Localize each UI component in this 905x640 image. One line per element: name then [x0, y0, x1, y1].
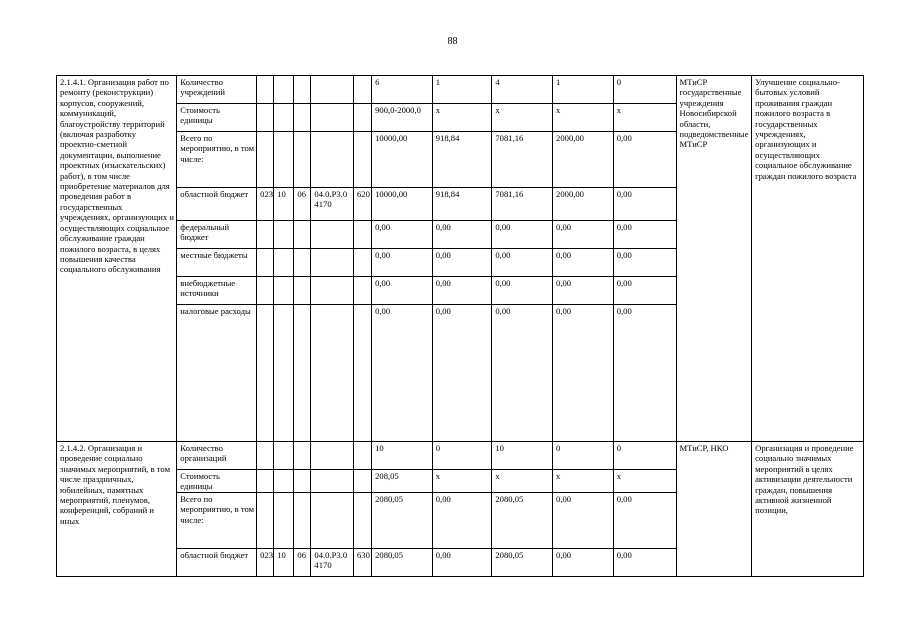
subsection-code: 06 — [294, 188, 311, 221]
section-code — [274, 442, 294, 470]
executor: МТиСР государственные учреждения Новосибирской области, подведомственные МТиСР — [676, 76, 752, 442]
year1-value: 0 — [432, 442, 492, 470]
year3-value: 0,00 — [553, 249, 614, 277]
year4-value: 0 — [613, 442, 676, 470]
total-value: 2080,05 — [372, 549, 433, 577]
row-label: федеральный бюджет — [177, 221, 257, 249]
row-label: Количество организаций — [177, 442, 257, 470]
expense-type-code — [354, 221, 372, 249]
subsection-code — [294, 277, 311, 305]
target-article-code — [311, 249, 354, 277]
year1-value: 0,00 — [432, 221, 492, 249]
expected-result: Улучшение социально-бытовых условий проживания граждан пожилого возраста в государственных учреждениях, организующих и осуществляющих социальное обслуживание граждан пожилого возраста — [752, 76, 864, 442]
row-label: Количество учреждений — [177, 76, 257, 104]
grbs-code — [257, 442, 274, 470]
section-code — [274, 76, 294, 104]
grbs-code — [257, 305, 274, 442]
target-article-code — [311, 277, 354, 305]
subsection-code — [294, 221, 311, 249]
subsection-code — [294, 470, 311, 493]
grbs-code — [257, 493, 274, 549]
target-article-code — [311, 470, 354, 493]
expense-type-code — [354, 305, 372, 442]
subsection-code — [294, 104, 311, 132]
year4-value: 0,00 — [613, 249, 676, 277]
year1-value: 1 — [432, 76, 492, 104]
year1-value: 918,84 — [432, 188, 492, 221]
grbs-code — [257, 277, 274, 305]
subsection-code: 06 — [294, 549, 311, 577]
expected-result: Организация и проведение социально значимых мероприятий в целях активизации деятельности граждан, повышения активной жизненной позиции, — [752, 442, 864, 577]
row-label: Всего по мероприятию, в том числе: — [177, 132, 257, 188]
year4-value: 0,00 — [613, 277, 676, 305]
year3-value: 1 — [553, 76, 614, 104]
row-label: областной бюджет — [177, 188, 257, 221]
total-value: 0,00 — [372, 249, 433, 277]
expense-type-code: 620 — [354, 188, 372, 221]
year4-value: 0,00 — [613, 132, 676, 188]
row-label: внебюджетные источники — [177, 277, 257, 305]
subsection-code — [294, 76, 311, 104]
year2-value: 0,00 — [492, 305, 553, 442]
year2-value: 0,00 — [492, 221, 553, 249]
year2-value: x — [492, 104, 553, 132]
target-article-code: 04.0.P3.04170 — [311, 549, 354, 577]
expense-type-code — [354, 277, 372, 305]
section-code: 10 — [274, 549, 294, 577]
subsection-code — [294, 305, 311, 442]
expense-type-code — [354, 493, 372, 549]
year1-value: 0,00 — [432, 277, 492, 305]
subsection-code — [294, 442, 311, 470]
year2-value: 0,00 — [492, 249, 553, 277]
year3-value: 0,00 — [553, 221, 614, 249]
year2-value: 2080,05 — [492, 493, 553, 549]
target-article-code: 04.0.P3.04170 — [311, 188, 354, 221]
year1-value: 0,00 — [432, 493, 492, 549]
row-label: налоговые расходы — [177, 305, 257, 442]
expense-type-code — [354, 132, 372, 188]
year3-value: 0,00 — [553, 549, 614, 577]
grbs-code — [257, 249, 274, 277]
total-value: 6 — [372, 76, 433, 104]
expense-type-code — [354, 76, 372, 104]
year1-value: 0,00 — [432, 549, 492, 577]
expense-type-code — [354, 470, 372, 493]
task-description: 2.1.4.2. Организация и проведение социально значимых мероприятий, в том числе праздничных, юбилейных, памятных мероприятий, пленумов, конференций, собраний и иных — [57, 442, 177, 577]
year2-value: 7081,16 — [492, 132, 553, 188]
year1-value: x — [432, 104, 492, 132]
year3-value: 2000,00 — [553, 188, 614, 221]
year4-value: 0,00 — [613, 188, 676, 221]
year2-value: 7081,16 — [492, 188, 553, 221]
year1-value: 0,00 — [432, 305, 492, 442]
year2-value: 10 — [492, 442, 553, 470]
total-value: 208,05 — [372, 470, 433, 493]
year3-value: 0,00 — [553, 305, 614, 442]
section-code — [274, 305, 294, 442]
section-code — [274, 493, 294, 549]
year4-value: 0,00 — [613, 549, 676, 577]
expense-type-code — [354, 442, 372, 470]
expense-type-code — [354, 249, 372, 277]
year4-value: 0 — [613, 76, 676, 104]
table-row — [57, 442, 864, 470]
row-label: Стоимость единицы — [177, 470, 257, 493]
target-article-code — [311, 442, 354, 470]
year2-value: 4 — [492, 76, 553, 104]
target-article-code — [311, 305, 354, 442]
section-code — [274, 277, 294, 305]
year1-value: x — [432, 470, 492, 493]
section-code — [274, 132, 294, 188]
page-number: 88 — [447, 36, 458, 47]
year3-value: 0,00 — [553, 493, 614, 549]
total-value: 0,00 — [372, 221, 433, 249]
total-value: 900,0-2000,0 — [372, 104, 433, 132]
total-value: 2080,05 — [372, 493, 433, 549]
section-code — [274, 249, 294, 277]
section-code — [274, 470, 294, 493]
target-article-code — [311, 493, 354, 549]
year3-value: 2000,00 — [553, 132, 614, 188]
total-value: 10000,00 — [372, 132, 433, 188]
total-value: 0,00 — [372, 277, 433, 305]
grbs-code — [257, 76, 274, 104]
row-label: Всего по мероприятию, в том числе: — [177, 493, 257, 549]
target-article-code — [311, 132, 354, 188]
subsection-code — [294, 249, 311, 277]
total-value: 0,00 — [372, 305, 433, 442]
row-label: Стоимость единицы — [177, 104, 257, 132]
total-value: 10 — [372, 442, 433, 470]
section-code — [274, 104, 294, 132]
row-label: областной бюджет — [177, 549, 257, 577]
row-label: местные бюджеты — [177, 249, 257, 277]
section-code: 10 — [274, 188, 294, 221]
program-table — [56, 75, 864, 577]
year3-value: x — [553, 470, 614, 493]
year4-value: x — [613, 104, 676, 132]
grbs-code — [257, 132, 274, 188]
expense-type-code: 630 — [354, 549, 372, 577]
target-article-code — [311, 221, 354, 249]
year3-value: x — [553, 104, 614, 132]
grbs-code — [257, 221, 274, 249]
year1-value: 0,00 — [432, 249, 492, 277]
subsection-code — [294, 493, 311, 549]
task-description: 2.1.4.1. Организация работ по ремонту (реконструкции) корпусов, сооружений, коммуникаций, благоустройству территорий (включая разработку проектно-сметной документации, выполнение проектных (изыскательских) работ), в том числе приобретение материалов для проведения работ в государственных учреждениях, организующих и осуществляющих социальное обслуживание граждан пожилого возраста, в целях повышения качества социального обслуживания — [57, 76, 177, 442]
year1-value: 918,84 — [432, 132, 492, 188]
table-row — [57, 76, 864, 104]
target-article-code — [311, 76, 354, 104]
year4-value: x — [613, 470, 676, 493]
executor: МТиСР, НКО — [676, 442, 752, 577]
grbs-code: 023 — [257, 549, 274, 577]
grbs-code — [257, 104, 274, 132]
year4-value: 0,00 — [613, 221, 676, 249]
target-article-code — [311, 104, 354, 132]
grbs-code — [257, 470, 274, 493]
expense-type-code — [354, 104, 372, 132]
year2-value: 0,00 — [492, 277, 553, 305]
total-value: 10000,00 — [372, 188, 433, 221]
year3-value: 0 — [553, 442, 614, 470]
year3-value: 0,00 — [553, 277, 614, 305]
year4-value: 0,00 — [613, 305, 676, 442]
year2-value: 2080,05 — [492, 549, 553, 577]
section-code — [274, 221, 294, 249]
year4-value: 0,00 — [613, 493, 676, 549]
grbs-code: 023 — [257, 188, 274, 221]
year2-value: x — [492, 470, 553, 493]
subsection-code — [294, 132, 311, 188]
